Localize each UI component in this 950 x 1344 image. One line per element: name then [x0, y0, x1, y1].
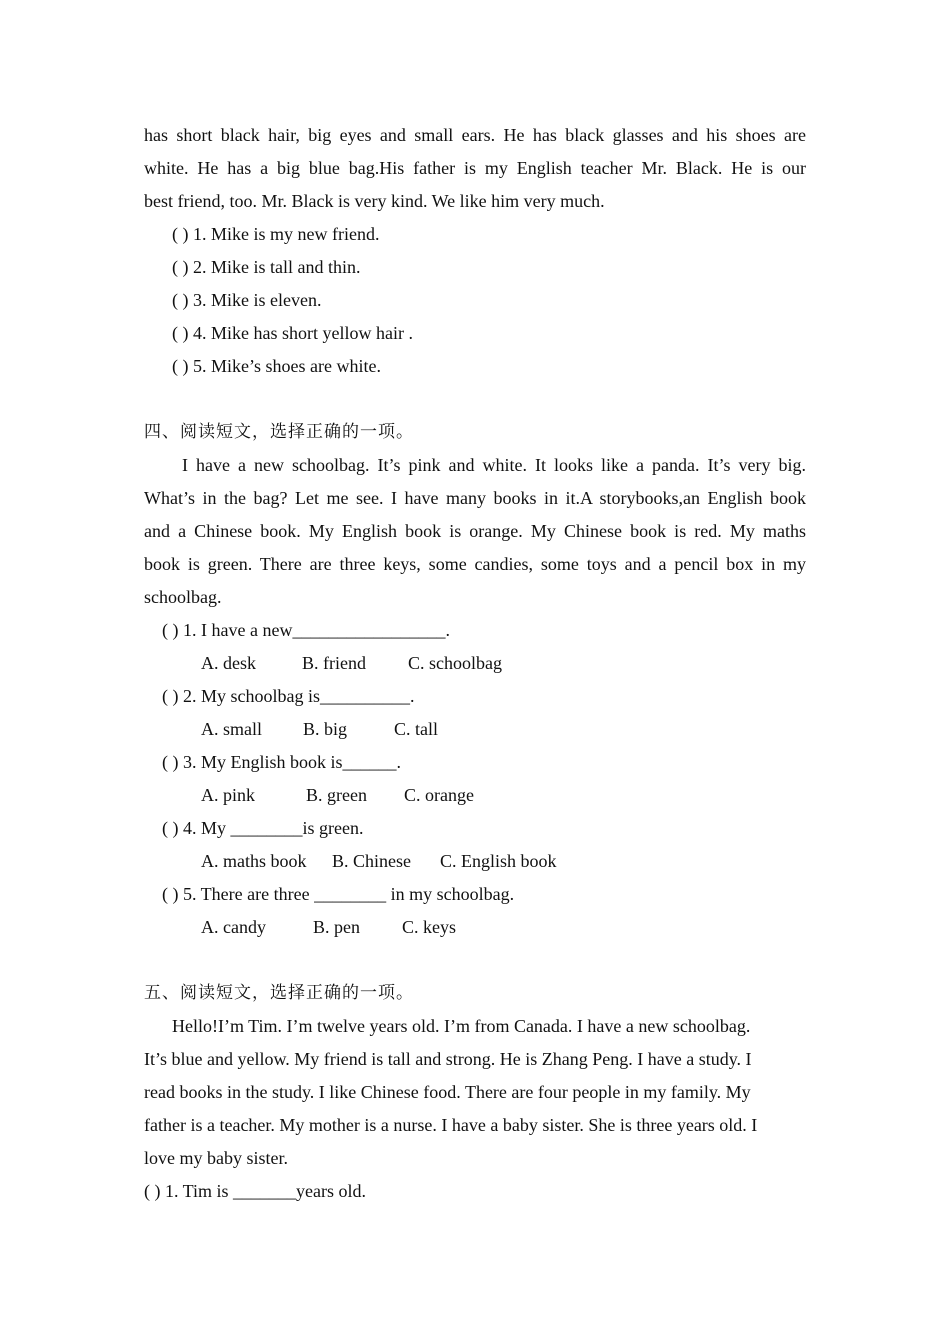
- passage-line: read books in the study. I like Chinese food. There are four people in my family. My: [144, 1082, 751, 1102]
- option-a: A. pink: [201, 785, 255, 805]
- option-a: A. small: [201, 719, 262, 739]
- options-row: [144, 713, 806, 746]
- passage-line: book is green. There are three keys, some candies, some toys and a pencil box in my: [144, 554, 806, 574]
- options-row: [144, 911, 806, 944]
- statement-item: ( ) 3. Mike is eleven.: [172, 290, 322, 310]
- spacer: [144, 383, 806, 416]
- option-c: C. orange: [404, 785, 474, 805]
- passage-line: schoolbag.: [144, 587, 222, 607]
- section-5-heading: 五、阅读短文，选择正确的一项。: [144, 983, 414, 1003]
- option-a: A. candy: [201, 917, 266, 937]
- options-row: [144, 779, 806, 812]
- page-content: [144, 119, 806, 1208]
- option-b: B. friend: [302, 653, 366, 673]
- section-4-heading: 四、阅读短文，选择正确的一项。: [144, 422, 414, 442]
- passage-5: [144, 1010, 806, 1175]
- option-b: B. green: [306, 785, 367, 805]
- question-list-5: [144, 1175, 806, 1208]
- passage-3: [144, 119, 806, 218]
- passage-line: and a Chinese book. My English book is orange. My Chinese book is red. My maths: [144, 521, 806, 541]
- option-c: C. English book: [440, 851, 557, 871]
- statement-item: ( ) 5. Mike’s shoes are white.: [172, 356, 381, 376]
- passage-line: It’s blue and yellow. My friend is tall and strong. He is Zhang Peng. I have a study. I: [144, 1049, 752, 1069]
- true-false-statements: [144, 218, 806, 383]
- passage-line: best friend, too. Mr. Black is very kind. We like him very much.: [144, 191, 605, 211]
- option-b: B. pen: [313, 917, 360, 937]
- statement-item: ( ) 4. Mike has short yellow hair .: [172, 323, 413, 343]
- question-item: ( ) 3. My English book is______.: [162, 752, 402, 772]
- question-item: ( ) 5. There are three ________ in my schoolbag.: [162, 884, 515, 904]
- option-c: C. keys: [402, 917, 456, 937]
- question-list-4: [144, 614, 806, 944]
- spacer: [144, 944, 806, 977]
- option-a: A. maths book: [201, 851, 307, 871]
- passage-line: love my baby sister.: [144, 1148, 288, 1168]
- options-row: [144, 845, 806, 878]
- passage-line: Hello!I’m Tim. I’m twelve years old. I’m from Canada. I have a new schoolbag.: [172, 1016, 751, 1036]
- question-item: ( ) 1. I have a new_________________.: [162, 620, 450, 640]
- option-b: B. Chinese: [332, 851, 411, 871]
- question-item: ( ) 2. My schoolbag is__________.: [162, 686, 415, 706]
- option-b: B. big: [303, 719, 348, 739]
- option-c: C. schoolbag: [408, 653, 502, 673]
- options-row: [144, 647, 806, 680]
- passage-line: white. He has a big blue bag.His father is my English teacher Mr. Black. He is our: [144, 158, 806, 178]
- passage-line: father is a teacher. My mother is a nurse. I have a baby sister. She is three years old. I: [144, 1115, 758, 1135]
- passage-4: [144, 449, 806, 614]
- option-a: A. desk: [201, 653, 256, 673]
- option-c: C. tall: [394, 719, 438, 739]
- statement-item: ( ) 2. Mike is tall and thin.: [172, 257, 361, 277]
- passage-line: I have a new schoolbag. It’s pink and white. It looks like a panda. It’s very big.: [182, 455, 806, 475]
- passage-line: What’s in the bag? Let me see. I have many books in it.A storybooks,an English book: [144, 488, 806, 508]
- passage-line: has short black hair, big eyes and small ears. He has black glasses and his shoes are: [144, 125, 806, 145]
- question-item: ( ) 1. Tim is _______years old.: [144, 1181, 367, 1201]
- question-item: ( ) 4. My ________is green.: [162, 818, 364, 838]
- statement-item: ( ) 1. Mike is my new friend.: [172, 224, 380, 244]
